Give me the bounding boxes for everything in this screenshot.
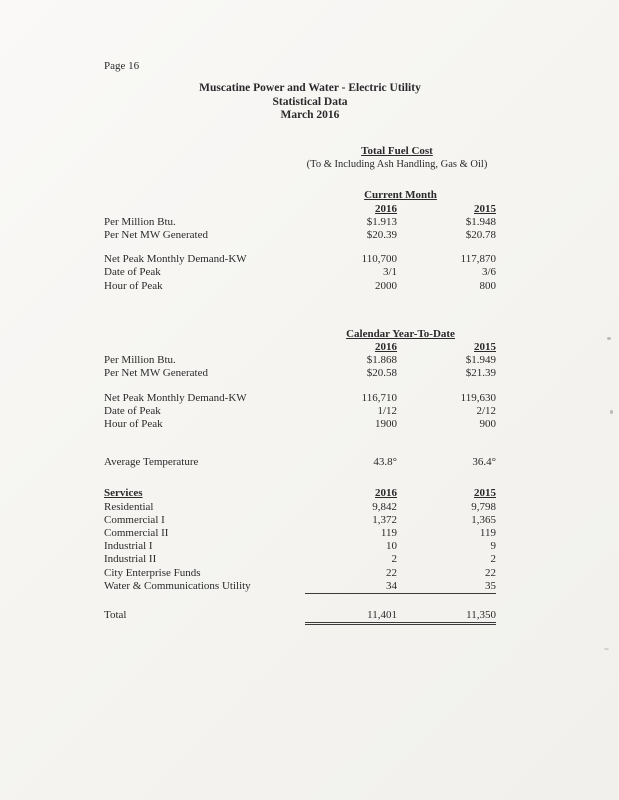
row-label: Hour of Peak [104, 279, 163, 292]
row-label: Hour of Peak [104, 418, 163, 431]
row-value-2016: $1.868 [366, 354, 397, 367]
row-label: Residential [104, 500, 154, 513]
total-value-2016: 11,401 [305, 609, 397, 625]
document-title-block [104, 82, 516, 123]
document-content [104, 60, 496, 625]
row-label: Commercial II [104, 527, 169, 540]
services-heading: Services [104, 487, 143, 500]
table-row [104, 580, 496, 594]
row-value-2016: 3/1 [382, 266, 397, 279]
year-column-2015: 2015 [474, 341, 496, 354]
row-value-2015: 22 [485, 566, 496, 579]
row-value-2016: 1,372 [372, 513, 397, 526]
row-value-2015: 1,365 [471, 513, 496, 526]
row-value-2016: 2000 [375, 279, 397, 292]
year-column-2015: 2015 [474, 202, 496, 215]
current-month-section [104, 189, 496, 292]
average-temperature-row [104, 456, 496, 469]
row-value-2015: 900 [479, 418, 496, 431]
table-row [104, 527, 496, 540]
row-value-2015: 36.4° [472, 456, 496, 469]
row-value-2015: 119,630 [460, 391, 496, 404]
row-value-2016: $20.39 [366, 229, 397, 241]
current-month-year-header-row [104, 203, 496, 216]
row-value-2015: $21.39 [465, 367, 496, 380]
row-value-2016: 34 [305, 580, 397, 594]
ytd-heading-row [104, 328, 496, 341]
row-value-2015: 3/6 [481, 266, 496, 279]
row-label: City Enterprise Funds [104, 566, 201, 579]
row-label: Net Peak Monthly Demand-KW [104, 391, 247, 404]
row-label: Per Net MW Generated [104, 367, 208, 380]
document-subtitle: Statistical Data [272, 95, 348, 108]
table-row [104, 367, 496, 380]
row-value-2016: 119 [380, 527, 397, 540]
row-value-2015: 35 [397, 580, 496, 594]
row-label: Date of Peak [104, 404, 161, 417]
fuel-cost-heading: Total Fuel Cost [361, 144, 433, 157]
row-value-2016: 110,700 [361, 253, 397, 266]
row-value-2015: 2/12 [476, 404, 496, 417]
year-to-date-section [104, 328, 496, 470]
row-value-2016: 116,710 [361, 391, 397, 404]
row-value-2016: 10 [386, 540, 397, 553]
table-row [104, 514, 496, 527]
row-value-2016: 9,842 [372, 500, 397, 513]
table-row [104, 501, 496, 514]
row-value-2016: 1900 [375, 418, 397, 431]
table-row [104, 266, 496, 279]
year-column-2016: 2016 [375, 202, 397, 215]
document-date: March 2016 [280, 109, 340, 122]
services-header-row [104, 487, 496, 500]
row-value-2015: $20.78 [465, 229, 496, 241]
year-column-2015: 2015 [474, 487, 496, 500]
row-value-2016: 1/12 [377, 404, 397, 417]
table-row [104, 405, 496, 418]
row-label: Industrial II [104, 553, 157, 566]
current-month-heading: Current Month [364, 189, 437, 202]
table-row [104, 216, 496, 229]
row-label: Per Million Btu. [104, 354, 176, 367]
row-value-2016: 22 [386, 566, 397, 579]
row-value-2015: 117,870 [460, 253, 496, 266]
row-value-2015: $1.948 [465, 215, 496, 228]
row-label: Net Peak Monthly Demand-KW [104, 253, 247, 266]
row-value-2015: 800 [479, 279, 496, 292]
year-column-2016: 2016 [375, 341, 397, 354]
row-label: Per Million Btu. [104, 215, 176, 228]
services-section [104, 487, 496, 625]
row-label: Per Net MW Generated [104, 229, 208, 241]
row-label: Industrial I [104, 540, 153, 553]
table-row [104, 392, 496, 405]
total-value-2015: 11,350 [397, 609, 496, 625]
table-row [104, 418, 496, 431]
scan-artifact-speck [607, 337, 611, 340]
row-value-2016: 2 [391, 553, 397, 566]
page-number: Page 16 [104, 60, 140, 72]
row-value-2016: $1.913 [366, 215, 397, 228]
ytd-year-header-row [104, 341, 496, 354]
row-label: Commercial I [104, 513, 165, 526]
row-value-2015: 2 [490, 553, 496, 566]
row-label: Average Temperature [104, 456, 199, 469]
table-row [104, 354, 496, 367]
current-month-heading-row [104, 189, 496, 202]
table-row [104, 540, 496, 553]
ytd-heading: Calendar Year-To-Date [346, 327, 455, 340]
row-label: Date of Peak [104, 266, 161, 279]
document-title: Muscatine Power and Water - Electric Utility [199, 82, 421, 95]
table-row [104, 229, 496, 242]
row-value-2015: $1.949 [465, 354, 496, 367]
scan-artifact-speck [610, 410, 613, 414]
row-value-2015: 9,798 [471, 500, 496, 513]
row-value-2015: 9 [490, 540, 496, 553]
table-row [104, 567, 496, 580]
table-row [104, 253, 496, 266]
fuel-cost-header-block [294, 145, 500, 171]
row-value-2015: 119 [479, 527, 496, 540]
row-value-2016: 43.8° [373, 456, 397, 469]
table-row [104, 280, 496, 293]
scan-artifact-speck [604, 648, 609, 650]
row-value-2016: $20.58 [366, 367, 397, 380]
row-label: Water & Communications Utility [104, 579, 251, 592]
total-label: Total [104, 609, 127, 622]
table-row [104, 553, 496, 566]
fuel-cost-subheading: (To & Including Ash Handling, Gas & Oil) [306, 159, 488, 171]
year-column-2016: 2016 [375, 487, 397, 500]
services-total-row [104, 609, 496, 625]
